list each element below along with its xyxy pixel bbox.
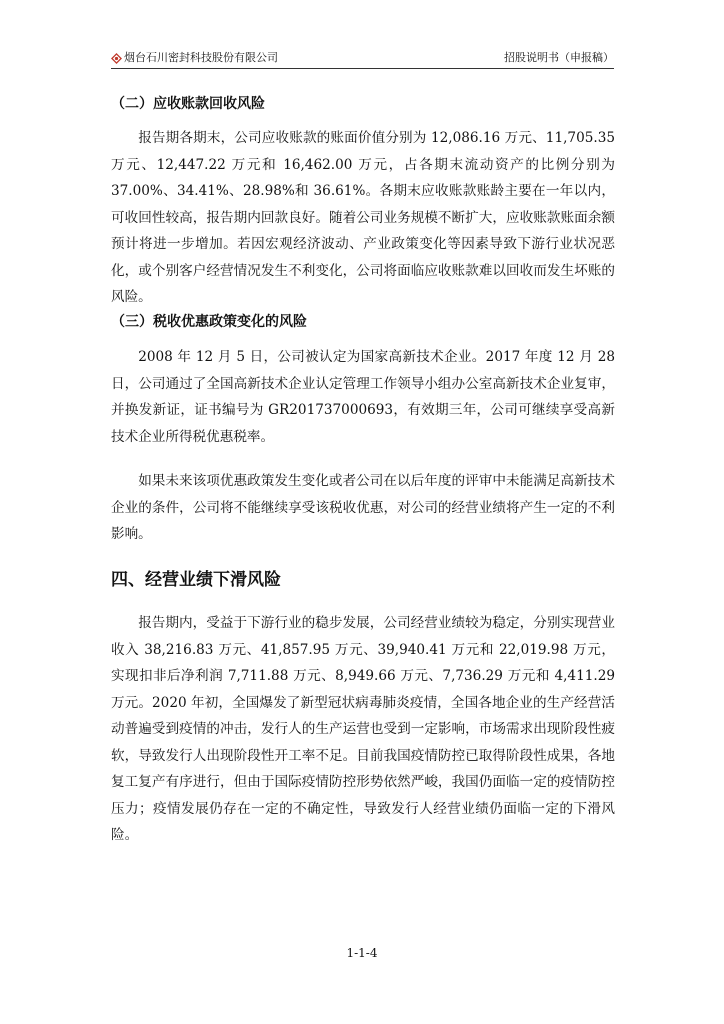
section-title-receivables: （二）应收账款回收风险 <box>111 96 265 112</box>
section-title-performance: 四、经营业绩下滑风险 <box>111 570 281 590</box>
company-name: 烟台石川密封科技股份有限公司 <box>124 51 278 64</box>
paragraph-performance: 报告期内，受益于下游行业的稳步发展，公司经营业绩较为稳定，分别实现营业收入 38,216.83 万元、41,857.95 万元、39,940.41 万元和 22,019.98 万元，实现扣非后净利润 7,711.88 万元、8,949.66 万元、7,736.29 万元和 4,411.29 万元。2020 年初，全国爆发了新型冠状病毒肺炎疫情，全国各地企业的生产经营活动普遍受到疫情的冲击，发行人的生产运营也受到一定影响，市场需求出现阶段性疲软，导致发行人出现阶段性开工率不足。目前我国疫情防控已取得阶段性成果，各地复工复产有序进行，但由于国际疫情防控形势依然严峻，我国仍面临一定的疫情防控压力；疫情发展仍存在一定的不确定性，导致发行人经营业绩仍面临一定的下滑风险。 <box>111 615 615 843</box>
company-logo-icon <box>111 53 122 64</box>
paragraph-receivables: 报告期各期末，公司应收账款的账面价值分别为 12,086.16 万元、11,705.35 万元、12,447.22 万元和 16,462.00 万元，占各期末流动资产的比例分别为 37.00%、34.41%、28.98%和 36.61%。各期末应收账款账龄主要在一年以内，可收回性较高，报告期内回款良好。随着公司业务规模不断扩大，应收账款账面余额预计将进一步增加。若因宏观经济波动、产业政策变化等因素导致下游行业状况恶化，或个别客户经营情况发生不利变化，公司将面临应收账款难以回收而发生坏账的风险。 <box>111 130 615 305</box>
document-title: 招股说明书（申报稿） <box>504 51 614 64</box>
paragraph-tax-2: 如果未来该项优惠政策发生变化或者公司在以后年度的评审中未能满足高新技术企业的条件，公司将不能继续享受该税收优惠，对公司的经营业绩将产生一定的不利影响。 <box>111 473 615 542</box>
section-title-tax: （三）税收优惠政策变化的风险 <box>111 314 307 330</box>
page-header <box>111 50 614 69</box>
paragraph-tax-1: 2008 年 12 月 5 日，公司被认定为国家高新技术企业。2017 年度 12 月 28 日，公司通过了全国高新技术企业认定管理工作领导小组办公室高新技术企业复审，并换发新证，证书编号为 GR201737000693，有效期三年，公司可继续享受高新技术企业所得税优惠税率。 <box>111 349 615 445</box>
header-company <box>111 50 278 66</box>
page-number: 1-1-4 <box>346 946 378 960</box>
